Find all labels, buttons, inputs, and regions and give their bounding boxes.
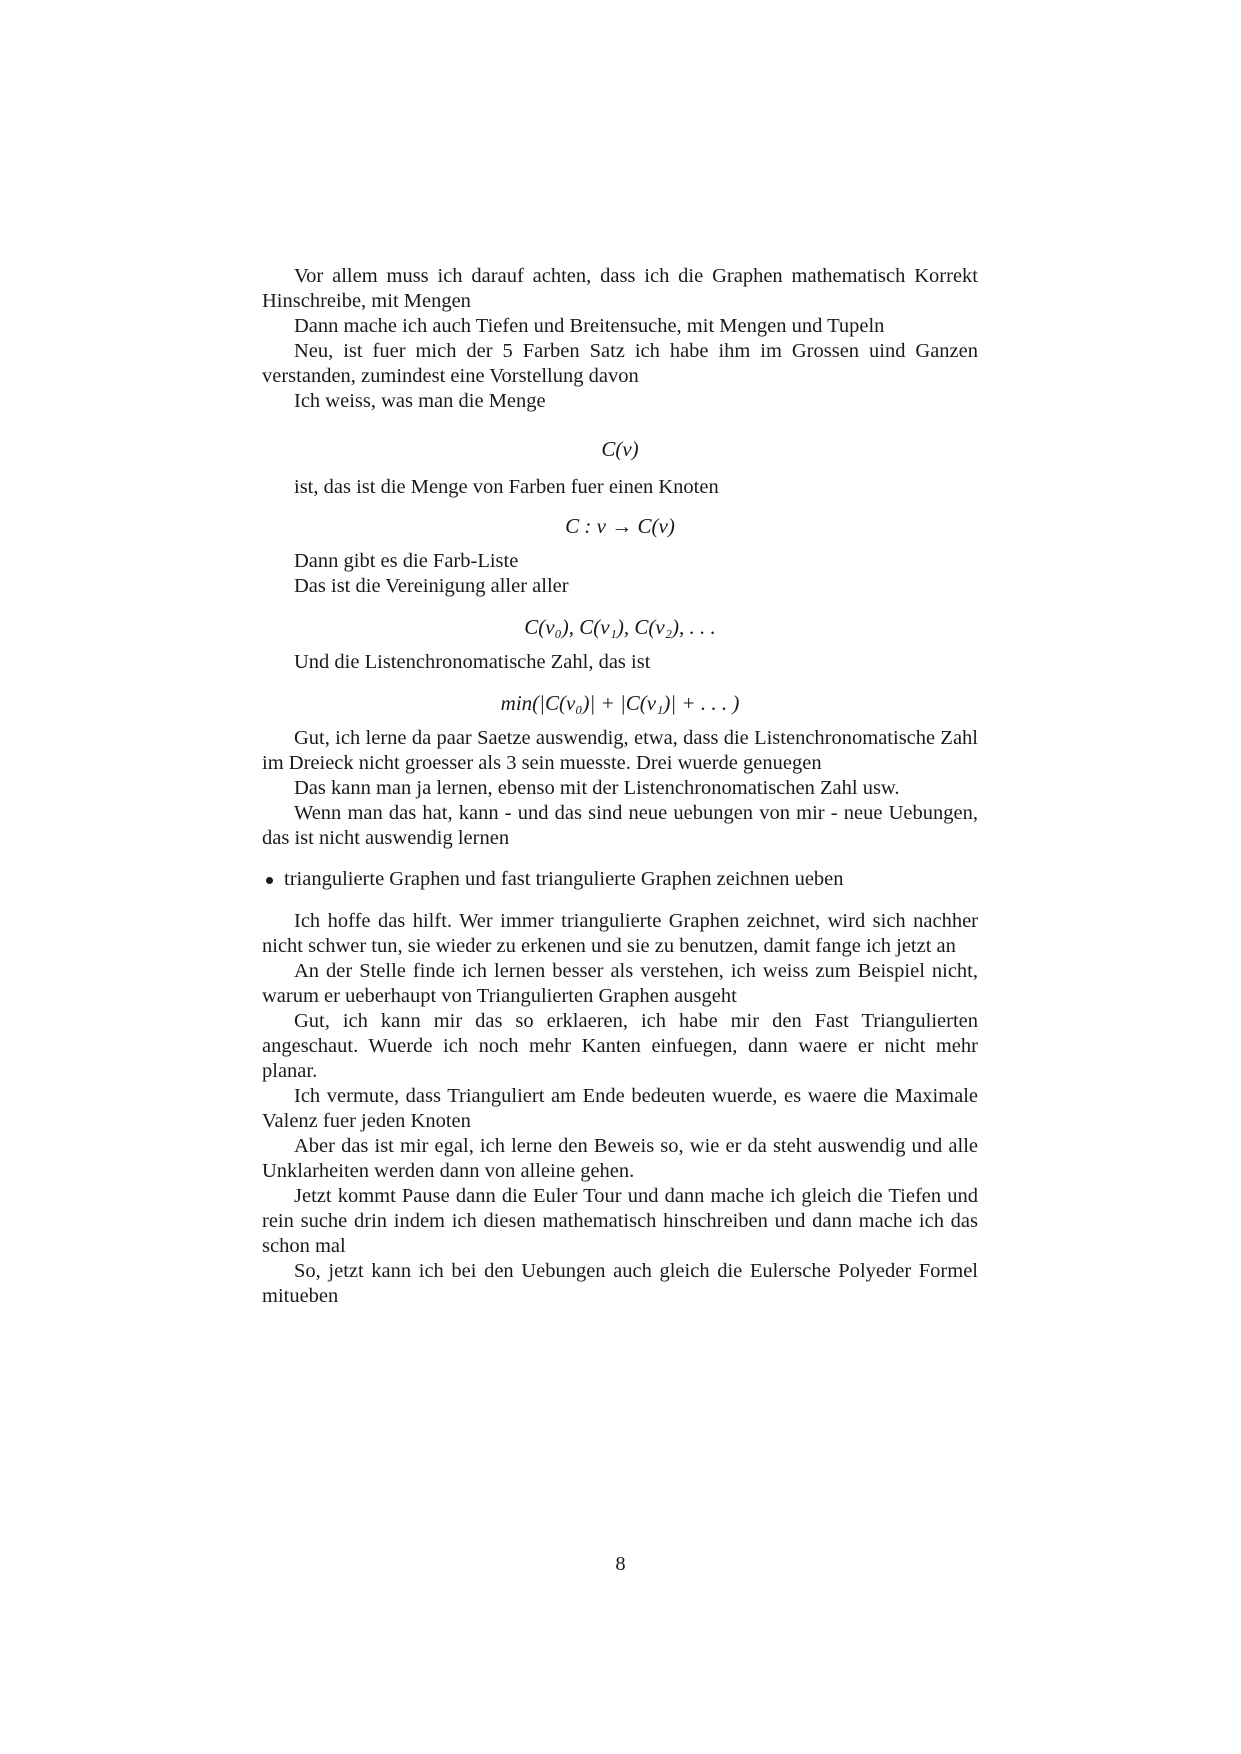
paragraph: So, jetzt kann ich bei den Uebungen auch gleich die Eulersche Polyeder Formel mitueben bbox=[262, 1260, 978, 1307]
list-item bbox=[262, 867, 978, 892]
paragraph: Aber das ist mir egal, ich lerne den Beweis so, wie er da steht auswendig und alle Unklarheiten werden dann von alleine gehen. bbox=[262, 1135, 978, 1182]
paragraph: Jetzt kommt Pause dann die Euler Tour und dann mache ich gleich die Tiefen und rein suche drin indem ich diesen mathematisch hinschreiben und dann mache ich das schon mal bbox=[262, 1185, 978, 1257]
display-math: C : v → C(v) bbox=[565, 514, 675, 538]
bullet-list bbox=[262, 867, 978, 892]
paragraph: Ich weiss, was man die Menge bbox=[294, 390, 546, 412]
paragraph: Dann gibt es die Farb-Liste bbox=[294, 550, 519, 572]
paragraph: Ich vermute, dass Trianguliert am Ende bedeuten wuerde, es waere die Maximale Valenz fuer jeden Knoten bbox=[262, 1085, 978, 1132]
paragraph: Das kann man ja lernen, ebenso mit der Listenchronomatischen Zahl usw. bbox=[294, 777, 900, 799]
display-math: min(|C(v₀)| + |C(v₁)| + . . . ) bbox=[500, 691, 740, 715]
paragraph: ist, das ist die Menge von Farben fuer einen Knoten bbox=[294, 476, 719, 498]
display-math: C(v₀), C(v₁), C(v₂), . . . bbox=[524, 615, 716, 639]
display-math: C(v) bbox=[601, 437, 639, 461]
paragraph: Neu, ist fuer mich der 5 Farben Satz ich habe ihm im Grossen uind Ganzen verstanden, zumindest eine Vorstellung davon bbox=[262, 340, 978, 387]
paragraph: Gut, ich kann mir das so erklaeren, ich habe mir den Fast Triangulierten angeschaut. Wuerde ich noch mehr Kanten einfuegen, dann waere er nicht mehr planar. bbox=[262, 1010, 978, 1082]
paragraph: An der Stelle finde ich lernen besser als verstehen, ich weiss zum Beispiel nicht, warum er ueberhaupt von Triangulierten Graphen ausgeht bbox=[262, 960, 978, 1007]
paragraph: Dann mache ich auch Tiefen und Breitensuche, mit Mengen und Tupeln bbox=[294, 315, 885, 337]
body-text bbox=[262, 264, 978, 1309]
paragraph: Vor allem muss ich darauf achten, dass ich die Graphen mathematisch Korrekt Hinschreibe, mit Mengen bbox=[262, 265, 978, 312]
bullet-icon bbox=[266, 877, 273, 884]
paragraph: Das ist die Vereinigung aller aller bbox=[294, 575, 569, 597]
page-number: 8 bbox=[615, 1553, 626, 1575]
paragraph: Gut, ich lerne da paar Saetze auswendig, etwa, dass die Listenchronomatische Zahl im Dreieck nicht groesser als 3 sein muesste. Drei wuerde genuegen bbox=[262, 727, 978, 774]
paragraph: Ich hoffe das hilft. Wer immer triangulierte Graphen zeichnet, wird sich nachher nicht schwer tun, sie wieder zu erkenen und sie zu benutzen, damit fange ich jetzt an bbox=[262, 910, 978, 957]
list-item-text: triangulierte Graphen und fast triangulierte Graphen zeichnen ueben bbox=[284, 868, 844, 890]
paragraph: Wenn man das hat, kann - und das sind neue uebungen von mir - neue Uebungen, das ist nicht auswendig lernen bbox=[262, 802, 978, 849]
paragraph: Und die Listenchronomatische Zahl, das ist bbox=[294, 651, 651, 673]
